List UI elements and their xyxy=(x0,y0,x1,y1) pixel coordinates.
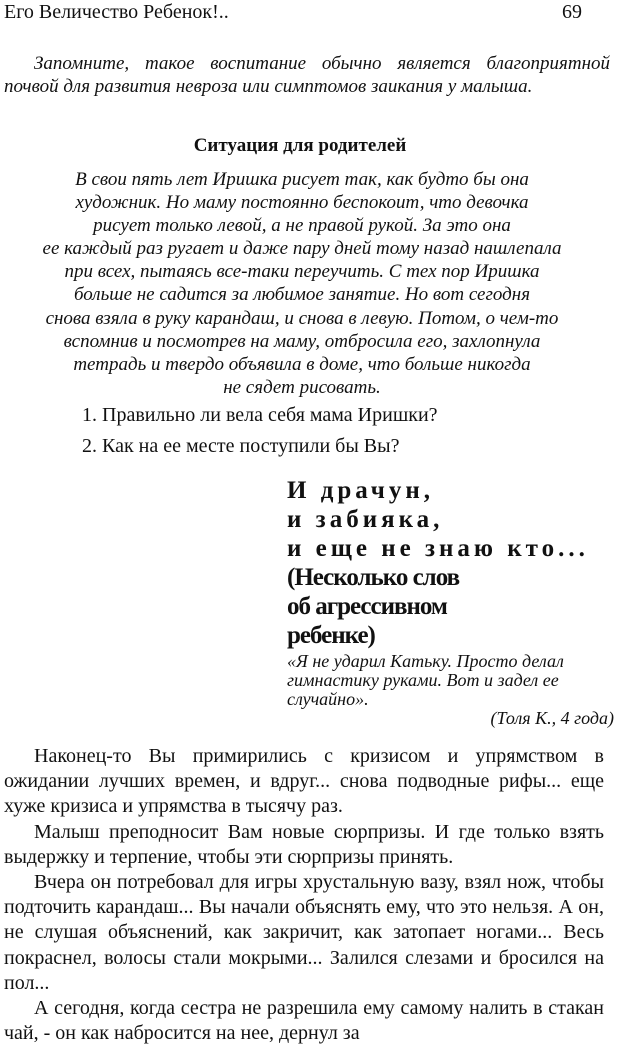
situation-title: Ситуация для родителей xyxy=(193,135,407,156)
situation-line: не сядет рисовать. xyxy=(223,376,381,398)
situation-line: больше не садится за любимое занятие. Но вот сегодня xyxy=(73,284,531,306)
question-list xyxy=(82,400,438,462)
situation-line: рисует только левой, а не правой рукой. За это она xyxy=(93,215,511,237)
running-title: Его Величество Ребенок!.. xyxy=(4,1,229,23)
body-paragraph: Наконец-то Вы примирились с кризисом и упрямством в ожидании лучших времен, и вдруг... снова подводные рифы... еще хуже кризиса и упрямства в тысячу раз. xyxy=(4,745,604,818)
body-text xyxy=(4,744,604,1046)
situation-line: вспомнив и посмотрев на маму, отбросила его, захлопнула xyxy=(63,330,541,352)
question-item: 2. Как на ее месте поступили бы Вы? xyxy=(82,435,400,457)
question-item: 1. Правильно ли вела себя мама Иришки? xyxy=(82,404,438,426)
chapter-title-line: об агрессивном xyxy=(287,593,447,620)
page-number: 69 xyxy=(562,1,582,23)
situation-line: В свои пять лет Иришка рисует так, как будто бы она xyxy=(75,169,529,190)
epigraph: «Я не ударил Катьку. Просто делал гимнастику руками. Вот и задел ее случайно». xyxy=(287,651,564,709)
situation-line: ее каждый раз ругает и даже пару дней тому назад нашлепала xyxy=(42,238,562,260)
body-paragraph: Вчера он потребовал для игры хрустальную вазу, взял нож, чтобы подточить карандаш... Вы начали объяснять ему, что это нельзя. А он, не слушая объяснений, как закричит, как затопает ногами... Весь покраснел, волосы стали мокрыми... Залился слезами и бросился на пол... xyxy=(4,871,604,994)
epigraph-author: (Толя К., 4 года) xyxy=(490,708,614,728)
chapter-title-line: и забияка, xyxy=(287,506,444,533)
situation-line: тетрадь и твердо объявила в доме, что больше никогда xyxy=(73,353,531,375)
body-paragraph: А сегодня, когда сестра не разрешила ему самому налить в стакан чай, - он как набросится на нее, дернул за xyxy=(4,997,604,1045)
chapter-title-line: И драчун, xyxy=(287,477,434,504)
body-paragraph: Малыш преподносит Вам новые сюрпризы. И где только взять выдержку и терпение, чтобы эти сюрпризы принять. xyxy=(4,820,604,868)
chapter-title xyxy=(287,476,589,650)
chapter-title-line: (Несколько слов xyxy=(287,564,460,591)
chapter-title-line: ребенке) xyxy=(287,622,375,649)
situation-line: художник. Но маму постоянно беспокоит, что девочка xyxy=(75,192,529,214)
chapter-title-line: и еще не знаю кто... xyxy=(287,535,589,562)
situation-text xyxy=(4,168,600,399)
situation-line: снова взяла в руку карандаш, и снова в левую. Потом, о чем-то xyxy=(45,307,559,329)
situation-line: при всех, пытаясь все-таки переучить. С тех пор Иришка xyxy=(64,261,540,283)
intro-note: Запомните, такое воспитание обычно является благоприятной почвой для развития невроза или симптомов заикания у малыша. xyxy=(4,53,610,97)
